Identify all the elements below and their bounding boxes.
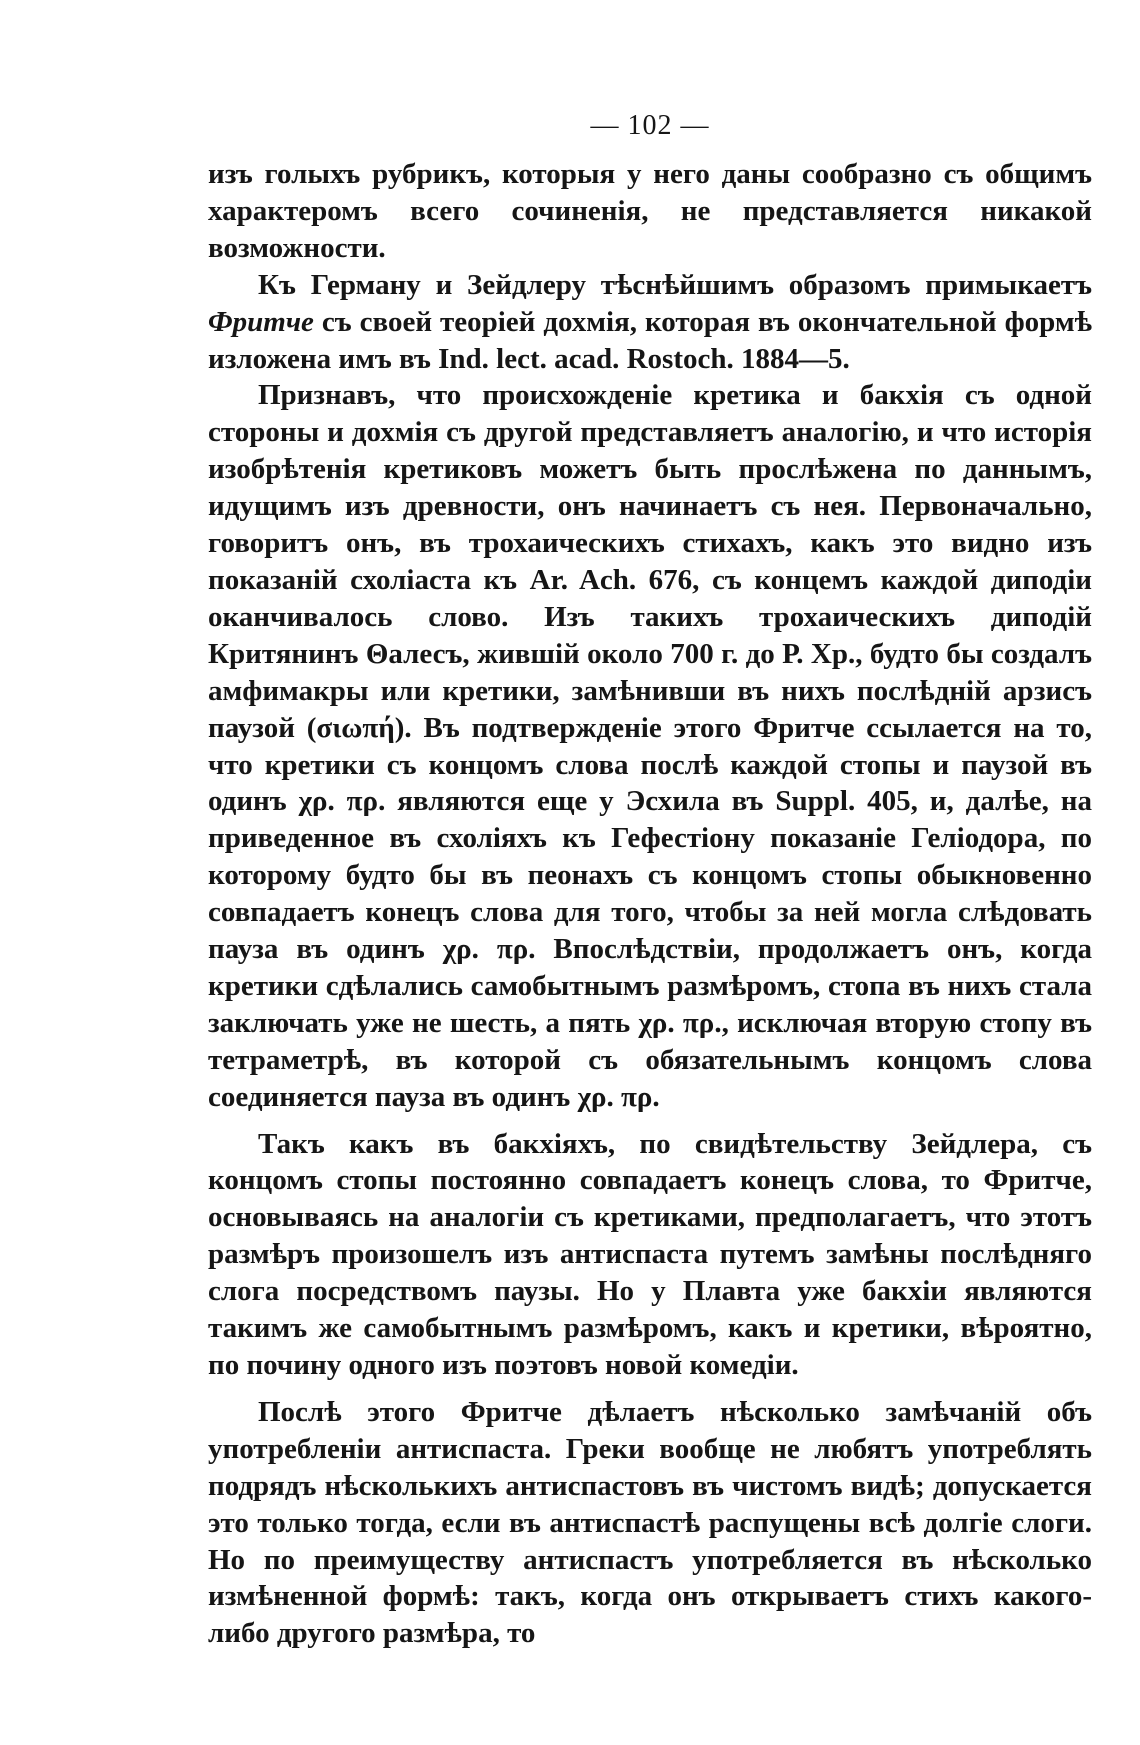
- paragraph-fritche-theory: [208, 267, 1092, 378]
- paragraph-antispast: Послѣ этого Фритче дѣлаетъ нѣсколько замѣчаній объ употребленіи антиспаста. Греки вообще не любятъ употреблять подрядъ нѣсколькихъ антиспастовъ въ чистомъ видѣ; допускается это только тогда, если въ антиспастѣ распущены всѣ долгіе слоги. Но по преимуществу антиспастъ употребляется въ нѣсколько измѣненной формѣ: такъ, когда онъ открываетъ стихъ какого-либо другого размѣра, то: [208, 1395, 1092, 1650]
- paragraph-continuation: изъ голыхъ рубрикъ, которыя у него даны сообразно съ общимъ характеромъ всего сочиненія, не представляется никакой возможности.: [208, 158, 1092, 264]
- paragraph-bacchius: Такъ какъ въ бакхіяхъ, по свидѣтельству Зейдлера, съ концомъ стопы постоянно совпадаетъ конецъ слова, то Фритче, основываясь на аналогіи съ кретиками, предполагаетъ, что этотъ размѣръ произошелъ изъ антиспаста путемъ замѣны послѣдняго слога посредствомъ паузы. Но у Плавта уже бакхіи являются такимъ же самобытнымъ размѣромъ, какъ и кретики, вѣроятно, по почину одного изъ поэтовъ новой комедіи.: [208, 1127, 1092, 1381]
- paragraph-cretic-origin: Признавъ, что происхожденіе кретика и бакхія съ одной стороны и дохмія съ другой представляетъ аналогію, и что исторія изобрѣтенія кретиковъ можетъ быть прослѣжена по даннымъ, идущимъ изъ древности, онъ начинаетъ съ нея. Первоначально, говоритъ онъ, въ трохаическихъ стихахъ, какъ это видно изъ показаній схоліаста къ Ar. Ach. 676, съ концемъ каждой диподіи оканчивалось слово. Изъ такихъ трохаическихъ диподій Критянинъ Θалесъ, жившій около 700 г. до Р. Хр., будто бы создалъ амфимакры или кретики, замѣнивши въ нихъ послѣдній арзисъ паузой (σιωπή). Въ подтвержденіе этого Фритче ссылается на то, что кретики съ концомъ слова послѣ каждой стопы и паузой въ одинъ χρ. πρ. являются еще у Эсхила въ Suppl. 405, и, далѣе, на приведенное въ схоліяхъ къ Гефестіону показаніе Геліодора, по которому будто бы въ пеонахъ съ концомъ стопы обыкновенно совпадаетъ конецъ слова для того, чтобы за ней могла слѣдовать пауза въ одинъ χρ. πρ. Впослѣдствіи, продолжаетъ онъ, когда кретики сдѣлались самобытнымъ размѣромъ, стопа въ нихъ стала заключать уже не шесть, а пять χρ. πρ., исключая вторую стопу въ тетраметрѣ, въ которой съ обязательнымъ концомъ слова соединяется пауза въ одинъ χρ. πρ.: [208, 379, 1092, 1113]
- paragraph-text-after: съ своей теоріей дохмія, которая въ окончательной формѣ изложена имъ въ Ind. lect. acad. Rostoch. 1884—5.: [208, 305, 1092, 375]
- emphasized-name: Фритче: [208, 305, 314, 338]
- paragraph-text-before: Къ Герману и Зейдлеру тѣснѣйшимъ образомъ примыкаетъ: [258, 268, 1092, 301]
- page-number: — 102 —: [590, 110, 710, 141]
